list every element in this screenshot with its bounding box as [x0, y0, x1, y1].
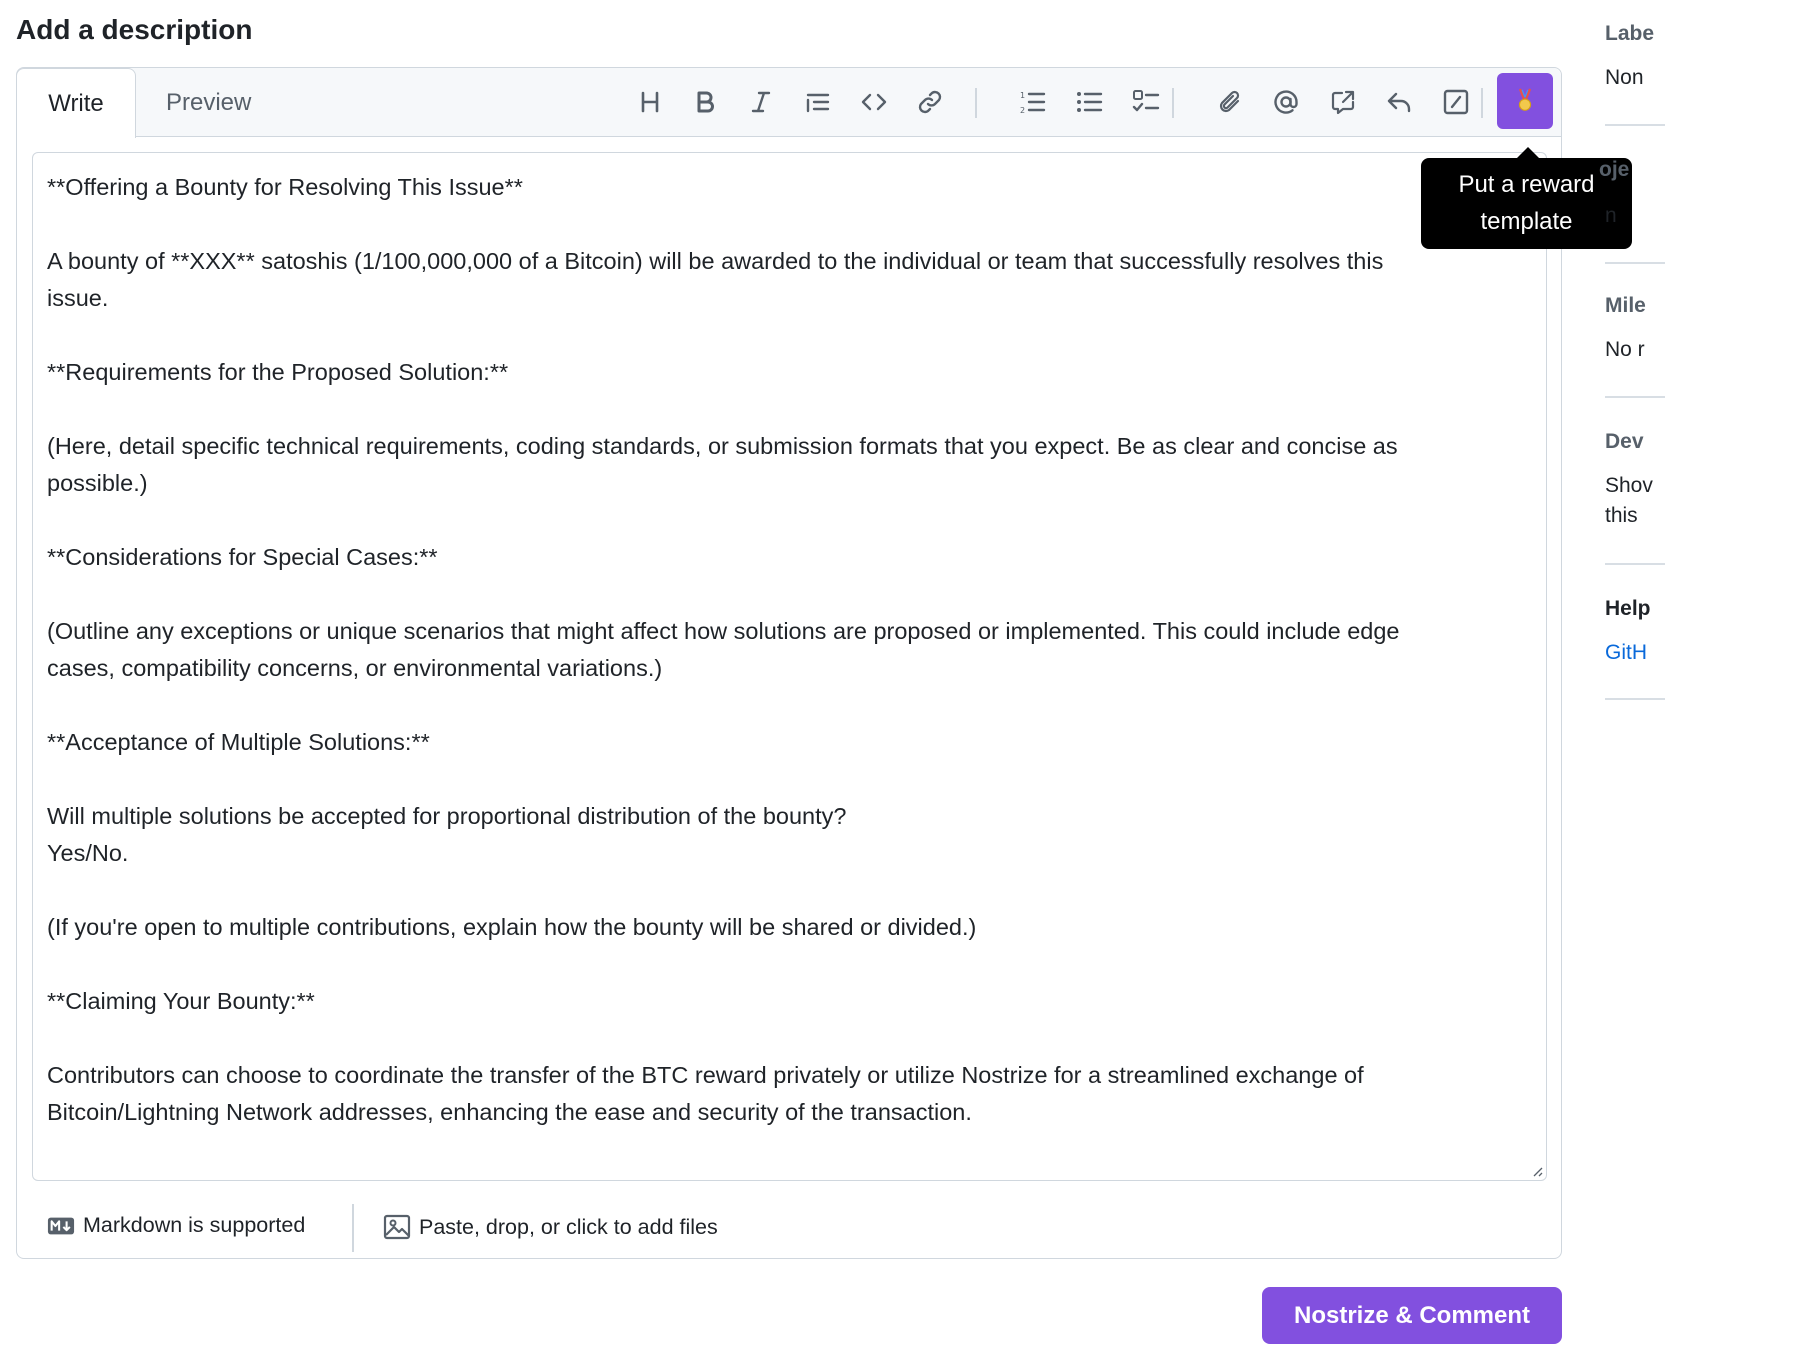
- text-line: (Here, detail specific technical requirements, coding standards, or submission formats that you expect. Be as clear and concise as: [47, 433, 1398, 459]
- text-line: [47, 502, 1532, 539]
- tooltip-line-1: Put a reward: [1458, 171, 1595, 198]
- tab-preview[interactable]: Preview: [166, 89, 252, 116]
- sidebar-development-text-2: this: [1605, 504, 1638, 527]
- editor-footer: [17, 1196, 1561, 1258]
- text-line: [47, 687, 1532, 724]
- toolbar-divider: [1172, 88, 1174, 118]
- text-line: Bitcoin/Lightning Network addresses, enhancing the ease and security of the transaction.: [47, 1099, 972, 1125]
- text-line: Will multiple solutions be accepted for proportional distribution of the bounty?: [47, 803, 847, 829]
- mention-icon[interactable]: [1265, 81, 1307, 123]
- text-line: A bounty of **XXX** satoshis (1/100,000,000 of a Bitcoin) will be awarded to the individual or team that successfully resolves this: [47, 248, 1384, 274]
- text-line: [47, 206, 1532, 243]
- sidebar-milestone-heading[interactable]: Mile: [1605, 294, 1646, 317]
- footer-divider: [352, 1204, 354, 1252]
- text-line: [47, 946, 1532, 983]
- sidebar-divider: [1605, 698, 1665, 700]
- text-line: [47, 391, 1532, 428]
- markdown-hint: [47, 1213, 305, 1238]
- tooltip-line-2: template: [1480, 208, 1573, 235]
- quote-icon[interactable]: [797, 81, 839, 123]
- code-icon[interactable]: [853, 81, 895, 123]
- text-line: (If you're open to multiple contributions, explain how the bounty will be shared or divided.): [47, 914, 977, 940]
- sidebar-labels-heading[interactable]: Labe: [1605, 22, 1655, 45]
- slash-command-icon[interactable]: [1435, 81, 1477, 123]
- text-line: cases, compatibility concerns, or environmental variations.): [47, 655, 663, 681]
- sidebar-labels-value: Non: [1605, 66, 1644, 89]
- link-icon[interactable]: [909, 81, 951, 123]
- text-line: **Offering a Bounty for Resolving This Issue**: [47, 174, 523, 200]
- nostrize-comment-button[interactable]: Nostrize & Comment: [1262, 1287, 1562, 1344]
- toolbar-divider: [1481, 88, 1483, 118]
- image-icon: [383, 1213, 411, 1241]
- text-line: [47, 1020, 1532, 1057]
- text-line: [47, 576, 1532, 613]
- issue-sidebar: [1599, 0, 1655, 1350]
- toolbar-divider: [975, 88, 977, 118]
- sidebar-divider: [1605, 124, 1665, 126]
- medal-icon: [1512, 88, 1538, 114]
- markdown-icon: [47, 1216, 75, 1236]
- text-line: **Claiming Your Bounty:**: [47, 988, 315, 1014]
- text-line: **Considerations for Special Cases:**: [47, 544, 438, 570]
- bold-icon[interactable]: [684, 81, 726, 123]
- svg-text:2: 2: [1020, 106, 1026, 115]
- unordered-list-icon[interactable]: [1068, 81, 1110, 123]
- sidebar-development-text-1: Shov: [1605, 474, 1653, 497]
- text-line: **Acceptance of Multiple Solutions:**: [47, 729, 430, 755]
- sidebar-projects-value: n: [1605, 204, 1617, 227]
- comment-editor: [16, 67, 1562, 1259]
- cross-reference-icon[interactable]: [1322, 81, 1364, 123]
- sidebar-projects-heading[interactable]: oje: [1599, 158, 1630, 181]
- add-files-label: Paste, drop, or click to add files: [419, 1214, 718, 1239]
- add-files-button[interactable]: [383, 1213, 718, 1241]
- text-line: Yes/No.: [47, 840, 129, 866]
- reply-icon[interactable]: [1378, 81, 1420, 123]
- text-line: [47, 872, 1532, 909]
- sidebar-milestone-value: No r: [1605, 338, 1645, 361]
- attach-icon[interactable]: [1209, 81, 1251, 123]
- sidebar-help-link[interactable]: GitH: [1605, 641, 1647, 664]
- sidebar-divider: [1605, 396, 1665, 398]
- task-list-icon[interactable]: [1125, 81, 1167, 123]
- resize-handle-icon[interactable]: [1529, 1163, 1543, 1177]
- text-line: **Requirements for the Proposed Solution:**: [47, 359, 509, 385]
- svg-text:1: 1: [1020, 91, 1026, 100]
- tab-write[interactable]: Write: [16, 68, 136, 138]
- text-line: Contributors can choose to coordinate the transfer of the BTC reward privately or utilize Nostrize for a streamlined exchange of: [47, 1062, 1364, 1088]
- page-title: Add a description: [16, 14, 253, 45]
- text-line: issue.: [47, 285, 109, 311]
- heading-icon[interactable]: [629, 81, 671, 123]
- markdown-label: Markdown is supported: [83, 1213, 306, 1237]
- editor-tabbar: [17, 68, 1561, 137]
- italic-icon[interactable]: [740, 81, 782, 123]
- text-line: (Outline any exceptions or unique scenarios that might affect how solutions are proposed or implemented. This could include edge: [47, 618, 1400, 644]
- sidebar-helpful-heading: Help: [1605, 597, 1651, 620]
- reward-template-button[interactable]: [1497, 73, 1553, 129]
- text-line: [47, 317, 1532, 354]
- text-line: [47, 761, 1532, 798]
- sidebar-development-heading[interactable]: Dev: [1605, 430, 1644, 453]
- text-line: possible.): [47, 470, 148, 496]
- sidebar-divider: [1605, 563, 1665, 565]
- description-textarea[interactable]: [32, 152, 1547, 1181]
- sidebar-divider: [1605, 262, 1665, 264]
- ordered-list-icon[interactable]: [1011, 81, 1053, 123]
